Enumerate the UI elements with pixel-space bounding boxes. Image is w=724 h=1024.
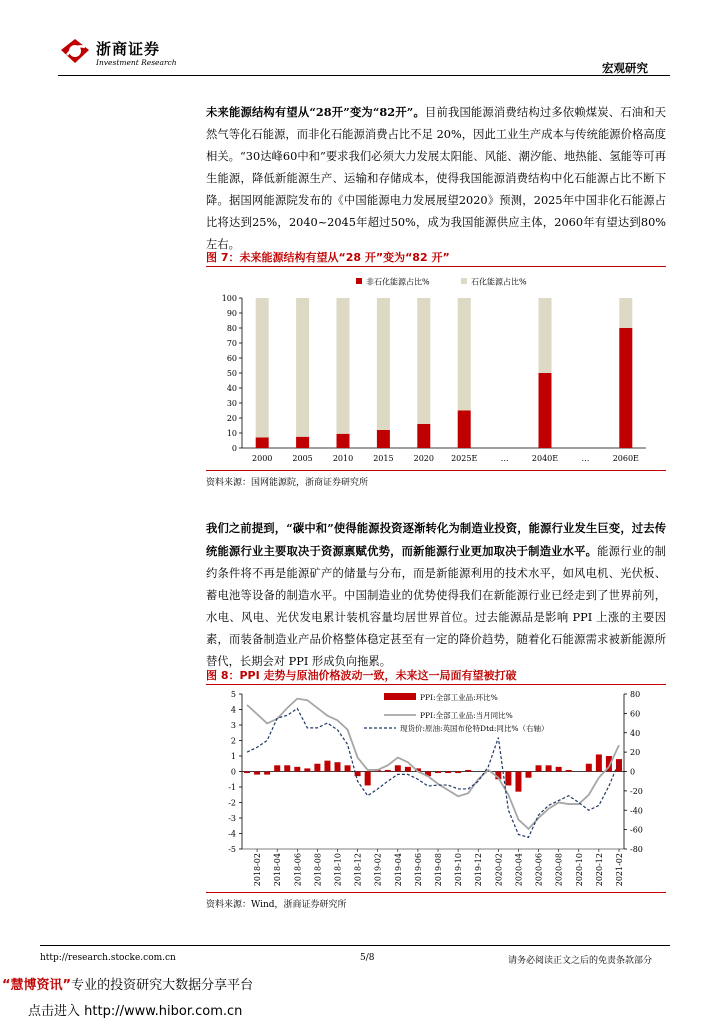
x-tick-label: 2018-02 bbox=[253, 853, 263, 887]
y-tick-label: 60 bbox=[226, 354, 237, 363]
legend-label: PPI:全部工业品:环比% bbox=[420, 693, 498, 702]
bar-non-fossil bbox=[256, 438, 269, 449]
x-tick-label: 2020-12 bbox=[594, 853, 604, 887]
paragraph-manufacturing bbox=[206, 517, 666, 673]
x-tick-label: … bbox=[500, 454, 509, 463]
x-tick-label: … bbox=[581, 454, 590, 463]
promo-line-1 bbox=[2, 974, 253, 993]
bar-non-fossil bbox=[417, 424, 430, 448]
x-tick-label: 2010 bbox=[332, 454, 354, 463]
x-tick-label: 2020 bbox=[413, 454, 434, 463]
y-tick-label: 40 bbox=[226, 384, 237, 393]
x-tick-label: 2020-08 bbox=[554, 853, 564, 887]
x-tick-label: 2018-04 bbox=[273, 853, 283, 887]
right-tick-label: -40 bbox=[630, 806, 643, 816]
ppi-mom-bar bbox=[455, 772, 461, 774]
promo-slogan: 专业的投资研究大数据分享平台 bbox=[71, 978, 254, 993]
x-tick-label: 2019-04 bbox=[393, 853, 403, 887]
ppi-mom-bar bbox=[556, 767, 562, 772]
legend-label: 现货价:原油:英国布伦特Dtd:同比%（右轴） bbox=[400, 724, 549, 733]
ppi-oil-chart bbox=[206, 686, 666, 891]
x-tick-label: 2020-10 bbox=[574, 853, 584, 887]
paragraph-lead: 我们之前提到，“碳中和”使得能源投资逐渐转化为制造业投资，能源行业发生巨变，过去传统能源行业主要取决于资源禀赋优势，而新能源行业更加取决于制造业水平。 bbox=[206, 521, 666, 558]
x-tick-label: 2018-10 bbox=[333, 853, 343, 887]
ppi-mom-bar bbox=[505, 772, 511, 786]
ppi-mom-bar bbox=[274, 765, 280, 771]
y-tick-label: 10 bbox=[226, 429, 237, 438]
logo-cn-text: 浙商证券 bbox=[96, 40, 161, 58]
footer-url[interactable]: http://research.stocke.com.cn bbox=[40, 953, 176, 963]
bar-non-fossil bbox=[377, 430, 390, 448]
figure8-title: 图 8：PPI 走势与原油价格波动一致，未来这一局面有望被打破 bbox=[206, 669, 517, 682]
left-tick-label: 5 bbox=[230, 690, 236, 699]
right-tick-label: 60 bbox=[630, 709, 641, 719]
x-tick-label: 2020-04 bbox=[514, 853, 524, 887]
ppi-mom-bar bbox=[324, 761, 330, 772]
right-tick-label: 80 bbox=[630, 690, 641, 699]
ppi-mom-bar bbox=[244, 772, 250, 774]
right-tick-label: 40 bbox=[630, 728, 641, 738]
x-tick-label: 2040E bbox=[531, 454, 559, 463]
legend-swatch-bar bbox=[384, 693, 416, 700]
left-tick-label: -5 bbox=[228, 845, 236, 854]
legend-swatch bbox=[356, 278, 362, 284]
x-tick-label: 2020-02 bbox=[494, 853, 504, 887]
x-tick-label: 2019-02 bbox=[373, 853, 383, 887]
right-tick-label: -80 bbox=[630, 845, 643, 854]
ppi-mom-bar bbox=[536, 765, 542, 771]
x-tick-label: 2018-12 bbox=[353, 853, 363, 887]
brokerage-logo-icon bbox=[58, 36, 92, 66]
y-tick-label: 30 bbox=[226, 399, 237, 408]
bar-fossil bbox=[619, 298, 632, 328]
ppi-mom-bar bbox=[526, 772, 532, 778]
x-tick-label: 2020-06 bbox=[534, 853, 544, 887]
figure8-source: 资料来源：Wind，浙商证券研究所 bbox=[206, 900, 347, 910]
legend-swatch bbox=[461, 278, 467, 284]
promo-link[interactable]: 点击进入 http://www.hibor.com.cn bbox=[28, 1004, 243, 1019]
left-tick-label: 3 bbox=[230, 721, 236, 730]
ppi-mom-bar bbox=[365, 772, 371, 786]
ppi-mom-bar bbox=[465, 770, 471, 772]
footer-disclaimer: 请务必阅读正文之后的免责条款部分 bbox=[508, 956, 653, 966]
header-rule bbox=[58, 75, 670, 76]
x-tick-label: 2005 bbox=[292, 454, 313, 463]
bar-non-fossil bbox=[337, 434, 350, 448]
bar-fossil bbox=[296, 298, 309, 437]
figure7-bottom-rule bbox=[206, 470, 666, 471]
y-tick-label: 50 bbox=[226, 369, 237, 378]
ppi-mom-bar bbox=[335, 762, 341, 771]
figure8-bottom-rule bbox=[206, 892, 666, 893]
bar-fossil bbox=[539, 298, 552, 373]
bar-non-fossil bbox=[619, 328, 632, 448]
legend-label: 石化能源占比% bbox=[471, 277, 527, 287]
ppi-mom-bar bbox=[254, 772, 260, 775]
bar-non-fossil bbox=[539, 373, 552, 448]
ppi-mom-bar bbox=[304, 768, 310, 771]
ppi-mom-bar bbox=[395, 765, 401, 771]
paragraph-body: 能源行业的制约条件将不再是能源矿产的储量与分布，而是新能源利用的技术水平，如风电机、光伏板、蓄电池等设备的制造水平。中国制造业的优势使得我们在新能源行业已经走到了世界前列，水电、风电、光伏发电累计装机容量均居世界首位。过去能源品是影响 PPI 上涨的主要因素，而装备制造业产品价格整体稳定甚至有一定的降价趋势，随着化石能源需求被新能源所替代，长期会对 PPI 形成负向拖累。 bbox=[206, 545, 666, 668]
ppi-mom-bar bbox=[294, 767, 300, 772]
bar-fossil bbox=[377, 298, 390, 430]
x-tick-label: 2019-06 bbox=[413, 853, 423, 887]
x-tick-label: 2025E bbox=[451, 454, 478, 463]
left-tick-label: -3 bbox=[228, 814, 236, 823]
left-tick-label: -1 bbox=[228, 783, 236, 792]
legend-label: 非石化能源占比% bbox=[366, 277, 430, 287]
report-category: 宏观研究 bbox=[602, 61, 648, 75]
y-tick-label: 70 bbox=[226, 339, 237, 348]
ppi-mom-bar bbox=[546, 765, 552, 771]
ppi-mom-bar bbox=[314, 764, 320, 772]
right-tick-label: 0 bbox=[630, 767, 636, 777]
bar-fossil bbox=[256, 298, 269, 438]
left-tick-label: 2 bbox=[230, 736, 236, 746]
left-tick-label: -2 bbox=[228, 798, 236, 808]
left-tick-label: 0 bbox=[230, 767, 236, 777]
figure7-source: 资料来源：国网能源院，浙商证券研究所 bbox=[206, 478, 369, 488]
logo-en-text: Investment Research bbox=[96, 58, 177, 67]
x-tick-label: 2021-02 bbox=[614, 853, 624, 887]
ppi-mom-bar bbox=[616, 759, 622, 771]
bar-fossil bbox=[337, 298, 350, 434]
x-tick-label: 2000 bbox=[252, 454, 273, 463]
paragraph-lead: 未来能源结构有望从“28开”变为“82开”。 bbox=[206, 105, 425, 119]
right-tick-label: -60 bbox=[630, 825, 643, 835]
y-tick-label: 100 bbox=[221, 294, 237, 303]
y-tick-label: 20 bbox=[226, 414, 237, 423]
ppi-mom-bar bbox=[445, 772, 451, 774]
x-tick-label: 2019-10 bbox=[454, 853, 464, 887]
figure8-title-rule bbox=[206, 684, 666, 685]
y-tick-label: 80 bbox=[226, 324, 237, 333]
ppi-mom-bar bbox=[566, 770, 572, 772]
ppi-mom-bar bbox=[515, 772, 521, 792]
paragraph-energy-structure bbox=[206, 101, 666, 256]
x-tick-label: 2019-12 bbox=[474, 853, 484, 887]
x-tick-label: 2018-08 bbox=[313, 853, 323, 887]
y-tick-label: 0 bbox=[231, 444, 237, 453]
energy-structure-chart bbox=[206, 268, 666, 468]
ppi-mom-bar bbox=[405, 767, 411, 772]
ppi-mom-bar bbox=[345, 765, 351, 771]
right-tick-label: -20 bbox=[630, 786, 643, 796]
bar-non-fossil bbox=[458, 411, 471, 449]
ppi-mom-bar bbox=[435, 772, 441, 774]
left-tick-label: -4 bbox=[228, 829, 236, 839]
bar-fossil bbox=[458, 298, 471, 411]
x-tick-label: 2018-06 bbox=[293, 853, 303, 887]
left-tick-label: 4 bbox=[230, 705, 236, 715]
ppi-mom-bar bbox=[284, 765, 290, 771]
bar-fossil bbox=[417, 298, 430, 424]
ppi-mom-bar bbox=[596, 754, 602, 771]
x-tick-label: 2019-08 bbox=[434, 853, 444, 887]
ppi-mom-bar bbox=[264, 772, 270, 775]
x-tick-label: 2060E bbox=[612, 454, 639, 463]
ppi-mom-bar bbox=[385, 770, 391, 772]
promo-brand: “慧博资讯” bbox=[2, 978, 72, 993]
footer-rule bbox=[40, 945, 670, 946]
x-tick-label: 2015 bbox=[373, 454, 394, 463]
y-tick-label: 90 bbox=[226, 309, 237, 318]
paragraph-body: 目前我国能源消费结构过多依赖煤炭、石油和天然气等化石能源，而非化石能源消费占比不足 20%，因此工业生产成本与传统能源价格高度相关。“30达峰60中和”要求我们必须大力发展太阳能、风能、潮汐能、地热能、氢能等可再生能源，降低新能源生产、运输和存储成本，使得我国能源消费结构中化石能源占比不断下降。据国网能源院发布的《中国能源电力发展展望2020》预测，2025年中国非化石能源占比将达到25%，2040~2045年超过50%，成为我国能源供应主体，2060年有望达到80%左右。 bbox=[206, 106, 666, 251]
legend-label: PPI:全部工业品:当月同比% bbox=[420, 711, 513, 720]
right-tick-label: 20 bbox=[630, 748, 641, 758]
figure7-title: 图 7：未来能源结构有望从“28 开”变为“82 开” bbox=[206, 251, 450, 264]
figure7-title-rule bbox=[206, 266, 666, 267]
ppi-mom-bar bbox=[586, 764, 592, 772]
page-number: 5/8 bbox=[360, 953, 375, 963]
bar-non-fossil bbox=[296, 437, 309, 448]
left-tick-label: 1 bbox=[230, 752, 236, 761]
